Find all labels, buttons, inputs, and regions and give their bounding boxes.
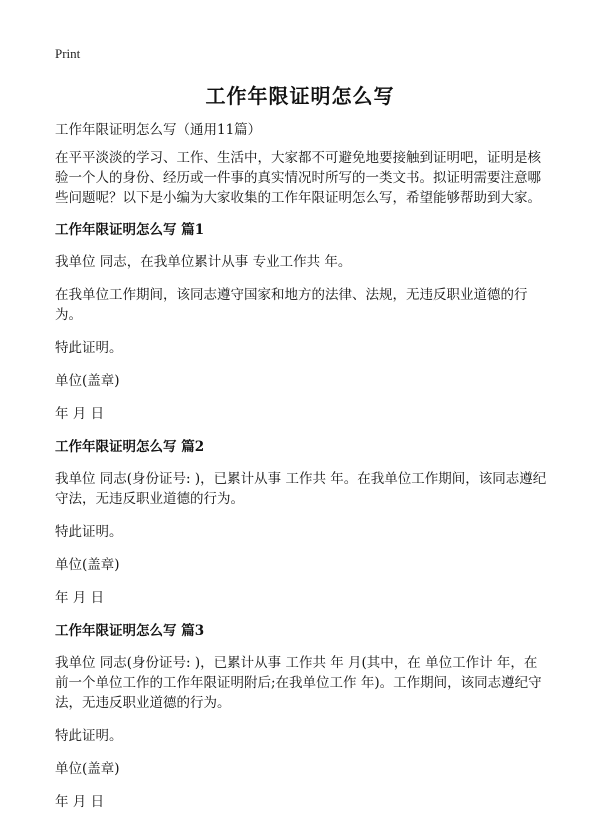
intro-paragraph: 在平平淡淡的学习、工作、生活中，大家都不可避免地要接触到证明吧，证明是核验一个人的身份、经历或一件事的真实情况时所写的一类文书。拟证明需要注意哪些问题呢？以下是小编为大家收集的工作年限证明怎么写，希望能够帮助到大家。 <box>55 150 541 206</box>
section-paragraph: 特此证明。 <box>55 728 123 744</box>
section-paragraph: 特此证明。 <box>55 524 123 540</box>
section-paragraph: 年 月 日 <box>55 406 105 422</box>
document-body <box>55 120 550 825</box>
section-3 <box>55 621 550 812</box>
section-paragraph: 我单位 同志，在我单位累计从事 专业工作共 年。 <box>55 254 352 270</box>
section-paragraph: 我单位 同志(身份证号: )，已累计从事 工作共 年 月(其中，在 单位工作计 年，在前一个单位工作的工作年限证明附后;在我单位工作 年)。工作期间，该同志遵纪守法，无违反职业道德的行为。 <box>55 655 542 711</box>
document-subtitle: 工作年限证明怎么写（通用11篇） <box>55 122 262 138</box>
section-heading: 工作年限证明怎么写 篇3 <box>55 623 205 639</box>
section-paragraph: 单位(盖章) <box>55 557 120 573</box>
section-heading: 工作年限证明怎么写 篇2 <box>55 439 205 455</box>
section-paragraph: 年 月 日 <box>55 590 105 606</box>
section-paragraph: 我单位 同志(身份证号: )，已累计从事 工作共 年。在我单位工作期间，该同志遵纪守法，无违反职业道德的行为。 <box>55 471 547 507</box>
section-paragraph: 单位(盖章) <box>55 373 120 389</box>
section-1 <box>55 220 550 424</box>
print-link[interactable]: Print <box>55 46 81 61</box>
page-title: 工作年限证明怎么写 <box>205 84 395 108</box>
section-paragraph: 特此证明。 <box>55 340 123 356</box>
section-paragraph: 单位(盖章) <box>55 761 120 777</box>
section-2 <box>55 437 550 608</box>
section-heading: 工作年限证明怎么写 篇1 <box>55 222 205 238</box>
section-paragraph: 在我单位工作期间，该同志遵守国家和地方的法律、法规，无违反职业道德的行为。 <box>55 287 528 323</box>
section-paragraph: 年 月 日 <box>55 794 105 810</box>
